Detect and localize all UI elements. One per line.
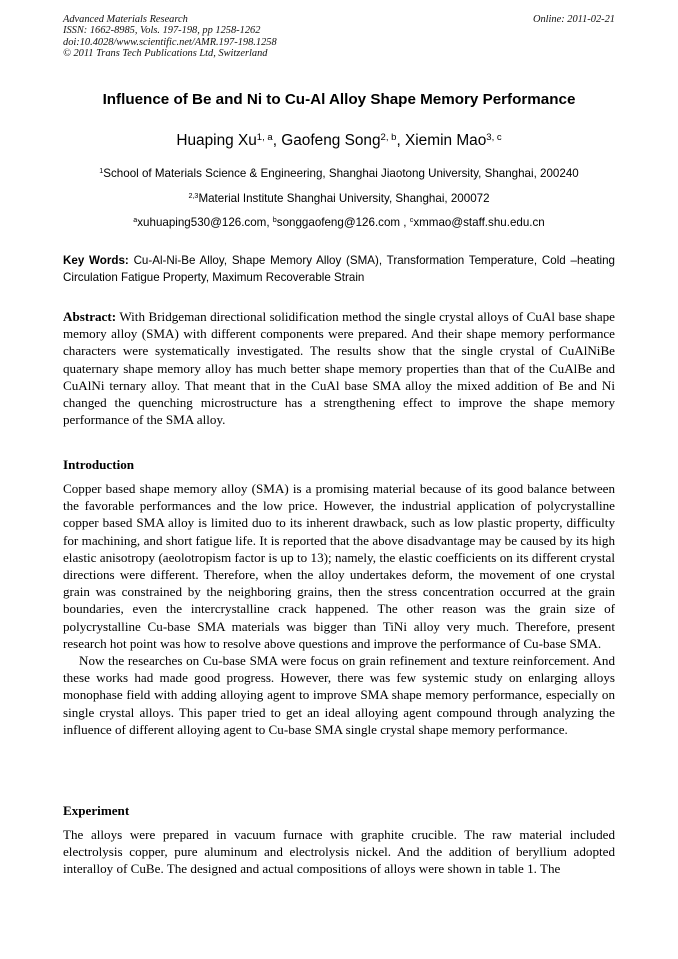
author-name: Gaofeng Song	[281, 132, 381, 149]
email-sup: b	[272, 215, 277, 225]
paragraph: Copper based shape memory alloy (SMA) is a promising material because of its good balance between the favorable performances and the low price. However, the industrial application of polycrystalline copper based SMA alloy is limited duo to its inherent drawback, such as low plastic property, difficulty for machining, and short fatigue life. It is reported that the above disadvantage may be caused by its high elastic anisotropy (aeolotropism factor is up to 13); namely, the elastic coefficients on its different crystal directions were different. Therefore, when the alloy undertakes deform, the movement of one crystal grain was constrained by the neighboring grains, then the stress concentration occurred at the grain boundaries, even the intercrystalline crack happened. The other reason was the grain size of polycrystalline Cu-base SMA materials was bigger than TiNi alloy very much. Therefore, present research hot point was how to resolve above questions and improve the performance of Cu-base SMA.	[63, 481, 615, 651]
author-sup: 2, b	[380, 131, 397, 143]
email-line	[63, 215, 615, 231]
author-name: Huaping Xu	[176, 132, 257, 149]
paper-title: Influence of Be and Ni to Cu-Al Alloy Shape Memory Performance	[102, 91, 576, 108]
email-sup: c	[409, 215, 414, 225]
author-name: Xiemin Mao	[405, 132, 487, 149]
section-heading-introduction: Introduction	[63, 457, 135, 472]
affiliation-1	[63, 166, 615, 182]
author-sup: 3, c	[486, 131, 502, 143]
journal-name: Advanced Materials Research	[63, 14, 188, 25]
keywords-block	[63, 252, 615, 286]
email-link[interactable]: songgaofeng@126.com ,	[276, 216, 410, 229]
abstract-block	[63, 308, 615, 428]
affiliation-sup: 1	[99, 166, 104, 176]
keywords-text: Cu-Al-Ni-Be Alloy, Shape Memory Alloy (SMA), Transformation Temperature, Cold –heating Circulation Fatigue Property, Maximum Recoverable Strain	[63, 254, 615, 284]
journal-header	[63, 14, 277, 60]
experiment-body	[63, 826, 615, 878]
paragraph: Now the researches on Cu-base SMA were focus on grain refinement and texture reinforcement. And these works had made good progress. However, there was few systemic study on enlarging alloys monophase field with adding alloying agent to improve SMA shape memory performance, especially on single crystal alloys. This paper tried to get an ideal alloying agent compound through analyzing the influence of different alloying agent to Cu-base SMA single crystal shape memory performance.	[63, 653, 615, 737]
affiliation-text: School of Materials Science & Engineering, Shanghai Jiaotong University, Shanghai, 200240	[103, 167, 579, 180]
section-heading-experiment: Experiment	[63, 803, 130, 818]
email-link[interactable]: xmmao@staff.shu.edu.cn	[413, 216, 545, 229]
introduction-body	[63, 480, 615, 738]
paragraph: The alloys were prepared in vacuum furnace with graphite crucible. The raw material included electrolysis copper, pure aluminum and electrolysis nickel. And the addition of beryllium adopted interalloy of CuBe. The designed and actual compositions of alloys were shown in table 1. The	[63, 827, 615, 877]
copyright-line: © 2011 Trans Tech Publications Ltd, Switzerland	[63, 48, 268, 60]
online-date: Online: 2011-02-21	[532, 14, 615, 25]
affiliation-sup: 2,3	[188, 191, 199, 201]
email-sup: a	[133, 215, 138, 225]
abstract-label: Abstract:	[63, 309, 117, 324]
author-sup: 1, a	[256, 131, 273, 143]
email-link[interactable]: xuhuaping530@126.com,	[137, 216, 273, 229]
abstract-text: With Bridgeman directional solidification method the single crystal alloys of CuAl base shape memory alloy (SMA) with different components were prepared. And their shape memory performance characters were systematically investigated. The results show that the single crystal of CuAlNiBe quaternary shape memory alloy has much better shape memory properties than that of the CuAlBe and CuAlNi ternary alloy. That meant that in the CuAl base SMA alloy the mixed addition of Be and Ni changed the quenching microstructure has a strengthening effect to improve the shape memory performance of the SMA alloy.	[63, 309, 615, 428]
issn-line: ISSN: 1662-8985, Vols. 197-198, pp 1258-1262	[63, 25, 261, 37]
affiliation-text: Material Institute Shanghai University, Shanghai, 200072	[198, 192, 490, 205]
keywords-label: Key Words:	[63, 254, 129, 267]
doi-line: doi:10.4028/www.scientific.net/AMR.197-198.1258	[63, 36, 277, 48]
affiliation-2	[63, 191, 615, 207]
author-list: Huaping Xu$^{1, a}$, Gaofeng Song$^{2, b}$, Xiemin Mao$^{3, c}$	[176, 131, 502, 149]
